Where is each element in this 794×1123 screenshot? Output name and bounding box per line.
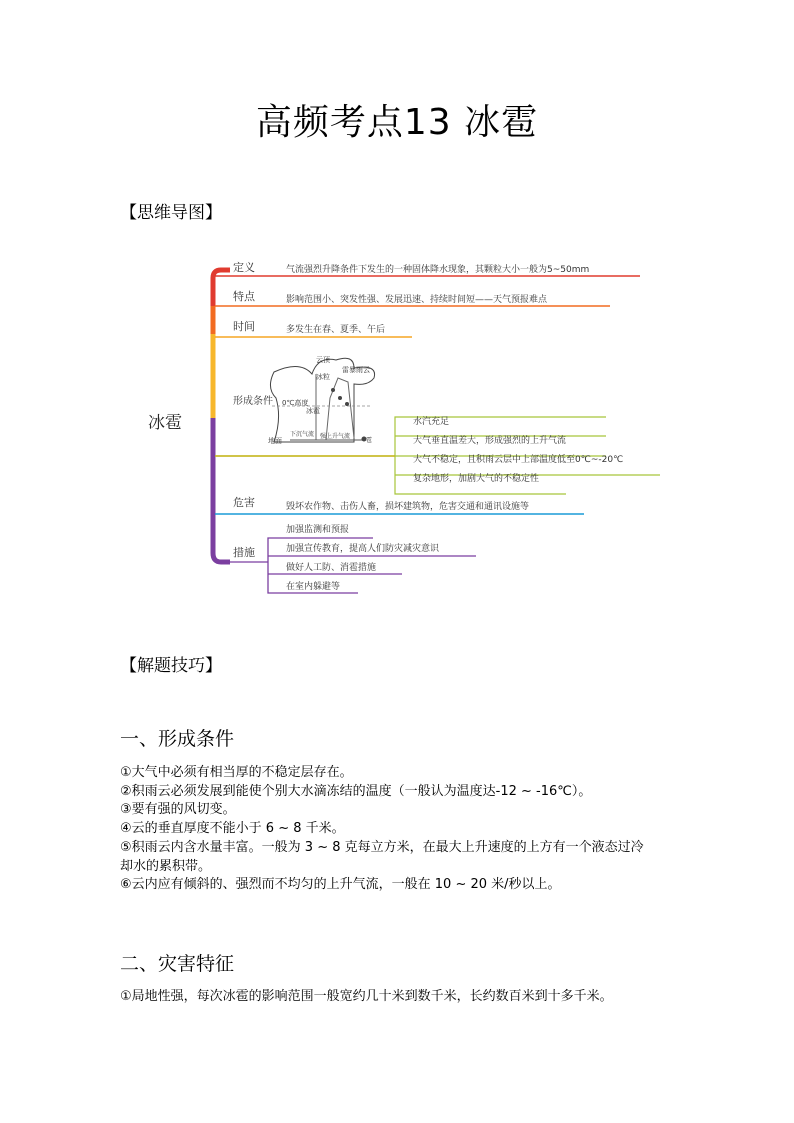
branch-harm: 危害 xyxy=(233,496,255,509)
diagram-label-updraft: 强上升气流 xyxy=(320,433,351,440)
branch-features: 特点 xyxy=(233,290,255,303)
diagram-label-ground: 地面 xyxy=(268,437,282,445)
leaf-measures-3: 做好人工防、消雹措施 xyxy=(286,563,377,573)
leaf-features: 影响范围小、突发性强、发展迅速、持续时间短——天气预报难点 xyxy=(286,295,548,305)
leaf-harm: 毁坏农作物、击伤人畜，损坏建筑物，危害交通和通讯设施等 xyxy=(286,502,530,512)
branch-formation: 形成条件 xyxy=(233,396,273,407)
page-title: 高频考点13 冰雹 xyxy=(255,102,539,143)
list-item: ②积雨云必须发展到能使个别大水滴冻结的温度（一般认为温度达-12 ~ -16℃）。 xyxy=(120,783,592,799)
diagram-label-downdraft: 下沉气流 xyxy=(290,431,315,438)
spine-purple xyxy=(213,418,230,562)
leaf-measures-2: 加强宣传教育，提高人们防灾减灾意识 xyxy=(286,544,440,554)
mindmap-root: 冰雹 xyxy=(148,413,182,433)
section-heading-disaster: 二、灾害特征 xyxy=(120,953,235,975)
list-item: ③要有强的风切变。 xyxy=(120,802,236,818)
leaf-formation-2: 大气垂直温差大，形成强烈的上升气流 xyxy=(413,436,567,446)
mind-map xyxy=(140,248,680,608)
diagram-label-ice: 冰粒 xyxy=(316,373,330,381)
leaf-formation-1: 水汽充足 xyxy=(413,417,450,427)
list-item: ①大气中必须有相当厚的不稳定层存在。 xyxy=(120,765,353,780)
list-item: ④云的垂直厚度不能小于 6 ~ 8 千米。 xyxy=(120,821,345,837)
diagram-label-hailstone: 雹 xyxy=(366,437,373,444)
mindmap-heading: 【思维导图】 xyxy=(120,203,222,223)
formation-list xyxy=(120,764,680,895)
branch-measures: 措施 xyxy=(233,546,255,559)
hail-cloud-diagram xyxy=(268,356,375,445)
tips-heading: 【解题技巧】 xyxy=(120,656,222,676)
diagram-label-cloud-top: 云顶 xyxy=(316,356,330,364)
section-heading-formation: 一、形成条件 xyxy=(120,728,235,750)
leaf-formation-3: 大气不稳定，且积雨云层中上部温度低至0℃~-20℃ xyxy=(413,455,624,465)
diagram-label-zero-height: 0℃高度 xyxy=(282,399,309,407)
diagram-label-thundercloud: 雷暴雨云 xyxy=(342,366,370,374)
leaf-formation-4: 复杂地形，加剧大气的不稳定性 xyxy=(413,474,540,484)
branch-time: 时间 xyxy=(233,320,255,333)
branch-definition: 定义 xyxy=(233,261,255,274)
disaster-list xyxy=(120,988,680,1007)
leaf-measures-4: 在室内躲避等 xyxy=(286,582,341,592)
leaf-definition: 气流强烈升降条件下发生的一种固体降水现象，其颗粒大小一般为5~50mm xyxy=(286,265,590,275)
list-item: ⑤积雨云内含水量丰富。一般为 3 ~ 8 克每立方米，在最大上升速度的上方有一个液态过冷 xyxy=(120,839,644,855)
list-item: ①局地性强，每次冰雹的影响范围一般宽约几十米到数千米，长约数百米到十多千米。 xyxy=(120,989,613,1004)
leaf-time: 多发生在春、夏季、午后 xyxy=(286,325,386,335)
leaf-measures-1: 加强监测和预报 xyxy=(286,525,350,535)
list-item: ⑥云内应有倾斜的、强烈而不均匀的上升气流，一般在 10 ~ 20 米/秒以上。 xyxy=(120,877,561,893)
list-item: 却水的累积带。 xyxy=(120,858,212,874)
diagram-label-hail: 冰雹 xyxy=(306,407,320,415)
